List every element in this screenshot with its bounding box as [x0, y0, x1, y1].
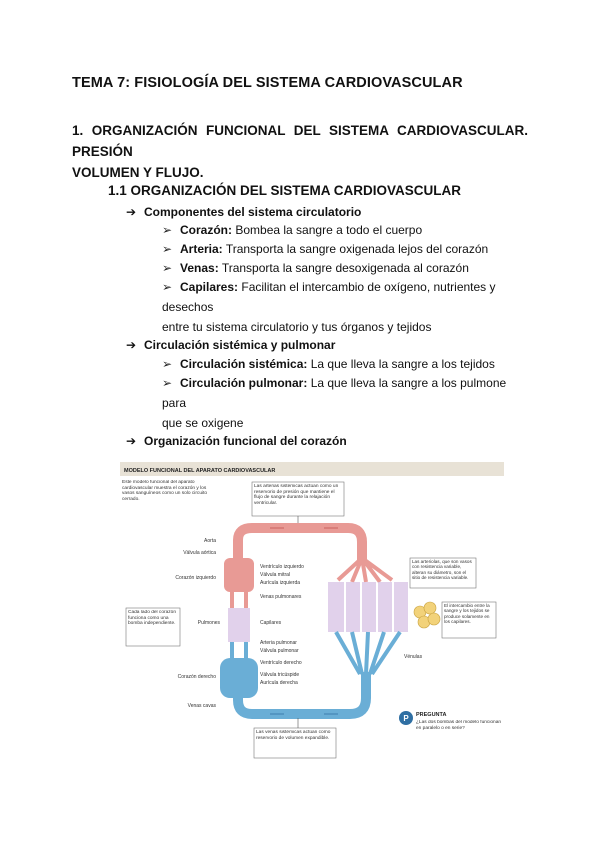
label-pulmones: Pulmones: [197, 620, 220, 626]
triangle-bullet-icon: ➢: [162, 223, 173, 237]
tissue-cells: [414, 602, 440, 628]
label-venulas: Vénulas: [404, 654, 423, 660]
label-valvula-mitral: Válvula mitral: [260, 572, 291, 578]
triangle-bullet-icon: ➢: [162, 280, 173, 294]
bottom-note: Las venas sistémicas actúan como reservorio de volumen expandible.: [256, 730, 331, 741]
subsection-heading: 1.1 ORGANIZACIÓN DEL SISTEMA CARDIOVASCULAR: [108, 183, 462, 198]
capillary-note: Las arteriolas, que son vasos con resistencia variable, alteran su diámetro, son el sitio de resistencia variable.: [412, 559, 472, 581]
label-valvula-tricuspide: Válvula tricúspide: [260, 672, 300, 678]
aorta-loop: [238, 528, 362, 562]
list-item-corazon: ➢ Corazón: Bombea la sangre a todo el cuerpo: [162, 220, 528, 240]
triangle-bullet-icon: ➢: [162, 242, 173, 256]
bullet-organizacion: [126, 434, 347, 448]
side-note: Cada lado del corazón funciona como una bomba independiente.: [128, 610, 177, 627]
left-heart: [224, 558, 254, 592]
question-text: ¿Las dos bombas del modelo funcionan en paralelo o en serie?: [416, 720, 502, 731]
arteriole-branches: [338, 558, 392, 582]
label-aorta: Aorta: [204, 538, 216, 544]
label-corazon-izquierdo: Corazón izquierdo: [175, 575, 216, 581]
bullet-componentes-text: Componentes del sistema circulatorio: [144, 205, 362, 219]
venule-branches: [336, 632, 400, 674]
list-item-venas: ➢ Venas: Transporta la sangre desoxigenada al corazón: [162, 258, 528, 278]
page-title: TEMA 7: FISIOLOGÍA DEL SISTEMA CARDIOVASCULAR: [72, 75, 463, 91]
bullet-circulacion-text: Circulación sistémica y pulmonar: [144, 338, 336, 352]
triangle-bullet-icon: ➢: [162, 357, 173, 371]
label-venas-pulmonares: Venas pulmonares: [260, 594, 302, 600]
bullet-circulacion: [126, 338, 335, 352]
label-ventriculo-izquierdo: Ventrículo izquierdo: [260, 564, 304, 570]
arrow-bullet-icon: ➔: [126, 205, 137, 219]
label-capilares: Capilares: [260, 620, 282, 626]
label-auricula-derecha: Aurícula derecha: [260, 680, 298, 686]
right-heart: [220, 658, 258, 698]
bullet-organizacion-text: Organización funcional del corazón: [144, 434, 347, 448]
label-ventriculo-derecho: Ventrículo derecho: [260, 660, 302, 666]
capillary-beds: [328, 582, 408, 632]
list-item-circulacion-sistemica: ➢ Circulación sistémica: La que lleva la sangre a los tejidos: [162, 354, 528, 374]
section-heading-line1: 1. ORGANIZACIÓN FUNCIONAL DEL SISTEMA CARDIOVASCULAR. PRESIÓN: [72, 123, 528, 159]
triangle-bullet-icon: ➢: [162, 376, 173, 390]
section-heading: [72, 120, 528, 183]
arrow-bullet-icon: ➔: [126, 434, 137, 448]
triangle-bullet-icon: ➢: [162, 261, 173, 275]
figure-header-text: MODELO FUNCIONAL DEL APARATO CARDIOVASCULAR: [124, 468, 276, 474]
list-item-circulacion-pulmonar: ➢ Circulación pulmonar: La que lleva la sangre a los pulmone para que se oxigene: [162, 373, 528, 433]
intro-note: Este modelo funcional del aparato cardiovascular muestra el corazón y los vasos sanguíneos como un solo circuito cerrado.: [122, 480, 208, 502]
question-label: PREGUNTA: [416, 712, 447, 718]
list-item-capilares: ➢ Capilares: Facilitan el intercambio de oxígeno, nutrientes y desechos entre tu sistema circulatorio y tus órganos y tejidos: [162, 277, 528, 337]
label-valvula-aortica: Válvula aórtica: [183, 550, 216, 556]
exchange-note: El intercambio entre la sangre y los tejidos se produce solamente en los capilares.: [444, 603, 490, 625]
section-heading-line2: VOLUMEN Y FLUJO.: [72, 165, 204, 180]
top-note: Las arterias sistémicas actúan como un reservorio de presión que mantiene el flujo de sangre durante la relajación ventricular.: [254, 484, 339, 506]
list-item-arteria: ➢ Arteria: Transporta la sangre oxigenada lejos del corazón: [162, 239, 528, 259]
label-corazon-derecho: Corazón derecho: [177, 674, 216, 680]
cardiovascular-model-figure: [120, 462, 504, 762]
lung-capillaries: [228, 608, 250, 642]
label-venas-cavas: Venas cavas: [187, 703, 216, 709]
question-badge-text: P: [403, 714, 409, 723]
label-auricula-izquierda: Aurícula izquierda: [260, 580, 301, 586]
bullet-componentes: [126, 205, 361, 219]
label-arteria-pulmonar: Arteria pulmonar: [260, 640, 297, 646]
label-valvula-pulmonar: Válvula pulmonar: [260, 648, 299, 654]
arrow-bullet-icon: ➔: [126, 338, 137, 352]
